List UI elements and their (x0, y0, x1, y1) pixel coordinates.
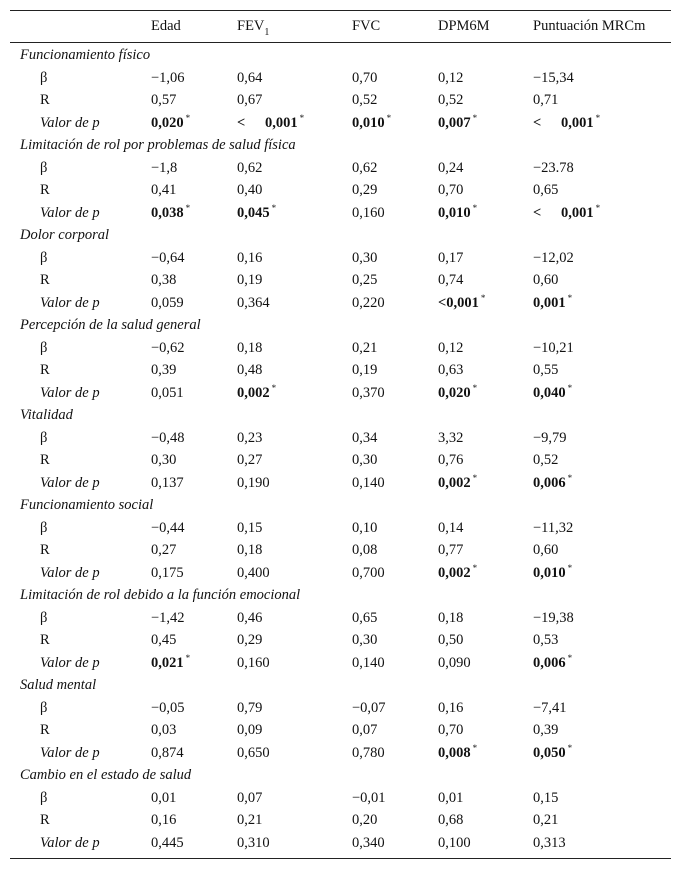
header-fvc: FVC (352, 18, 381, 34)
table-cell: 0,002 * (438, 562, 478, 581)
table-cell: 0,040 * (533, 382, 573, 401)
section-title: Cambio en el estado de salud (20, 767, 192, 783)
table-row (10, 202, 671, 224)
table-cell: 0,700 (352, 564, 385, 581)
table-cell: −0,01 (352, 789, 386, 806)
table-cell: 0,100 (438, 834, 471, 851)
table-cell: 0,008 * (438, 742, 478, 761)
table-cell: −0,07 (352, 699, 386, 716)
table-row (10, 157, 671, 179)
table-cell: 0,002 * (237, 382, 277, 401)
table-cell: 0,57 (151, 92, 177, 108)
table-cell: 0,74 (438, 272, 464, 288)
table-cell: 0,001 * (533, 292, 573, 311)
table-row (10, 832, 671, 854)
table-cell: 0,12 (438, 339, 464, 356)
table-cell: 0,60 (533, 272, 559, 288)
table-cell: 0,045 * (237, 202, 277, 221)
table-cell: 0,52 (352, 92, 378, 108)
table-cell: 0,313 (533, 834, 566, 851)
table-cell: 0,010 * (352, 112, 392, 131)
table-row (10, 742, 671, 764)
section-title: Percepción de la salud general (20, 317, 201, 333)
table-cell: −10,21 (533, 339, 574, 356)
section-title: Salud mental (20, 677, 97, 693)
table-cell: 0,52 (533, 452, 559, 468)
table-cell: −7,41 (533, 699, 567, 716)
row-label: β (40, 69, 48, 86)
table-cell: 0,29 (352, 182, 378, 198)
table-row (10, 427, 671, 449)
table-cell: −0,64 (151, 249, 185, 266)
table-cell: 0,21 (533, 812, 559, 828)
table-cell: 0,79 (237, 699, 263, 716)
table-cell: 0,137 (151, 474, 184, 491)
table-cell: 0,010 * (533, 562, 573, 581)
table-row (10, 517, 671, 539)
table-row (10, 629, 671, 651)
table-cell: −0,62 (151, 339, 185, 356)
table-cell: −1,42 (151, 609, 185, 626)
table-cell: 0,50 (438, 632, 464, 648)
table-cell: 0,29 (237, 632, 263, 648)
table-cell: 0,14 (438, 519, 464, 536)
table-cell: 0,18 (237, 339, 263, 356)
table-cell: 0,23 (237, 429, 263, 446)
row-label: Valor de p (40, 474, 100, 491)
row-label: R (40, 812, 50, 828)
table-row (10, 652, 671, 674)
table-row (10, 449, 671, 471)
table-cell: 0,07 (352, 722, 378, 738)
row-label: Valor de p (40, 204, 100, 221)
row-label: Valor de p (40, 114, 100, 131)
table-cell: 0,140 (352, 654, 385, 671)
table-cell: 0,30 (352, 632, 378, 648)
table-cell: −0,05 (151, 699, 185, 716)
header-fev1: $FEV_1$ (237, 18, 270, 38)
row-label: β (40, 609, 48, 626)
row-label: β (40, 159, 48, 176)
section-header (10, 404, 671, 426)
table-cell: 0,45 (151, 632, 177, 648)
table-row (10, 382, 671, 404)
table-cell: 0,140 (352, 474, 385, 491)
section-header (10, 494, 671, 516)
row-label: β (40, 699, 48, 716)
table-cell: −12,02 (533, 249, 574, 266)
table-cell: 0,46 (237, 609, 263, 626)
section-header (10, 584, 671, 606)
table-cell: 0,020 * (151, 112, 191, 131)
table-cell: 0,12 (438, 69, 464, 86)
table-cell: 0,18 (237, 542, 263, 558)
table-cell: 0,70 (438, 722, 464, 738)
row-label: R (40, 92, 50, 108)
table-cell: 0,03 (151, 722, 177, 738)
table-cell: 0,650 (237, 744, 270, 761)
table-cell: −1,06 (151, 69, 185, 86)
row-label: R (40, 362, 50, 378)
table-row (10, 539, 671, 561)
table-cell: 0,07 (237, 789, 263, 806)
section-title: Funcionamiento físico (20, 47, 151, 63)
table-top-rule (10, 10, 671, 11)
section-title: Limitación de rol debido a la función emocional (20, 587, 301, 603)
table-cell: −0,44 (151, 519, 185, 536)
section-title: Dolor corporal (20, 227, 110, 243)
row-label: Valor de p (40, 834, 100, 851)
table-cell: 0,038 * (151, 202, 191, 221)
table-cell: 0,77 (438, 542, 464, 558)
table-cell: 0,17 (438, 249, 464, 266)
header-edad: Edad (151, 18, 181, 34)
table-row (10, 67, 671, 89)
table-cell: 0,310 (237, 834, 270, 851)
table-row (10, 719, 671, 741)
table-row (10, 269, 671, 291)
table-cell: 0,445 (151, 834, 184, 851)
section-title: Vitalidad (20, 407, 73, 423)
table-cell: <0,001 * (438, 292, 486, 311)
table-cell: 0,21 (237, 812, 263, 828)
table-cell: 0,55 (533, 362, 559, 378)
table-cell: 0,400 (237, 564, 270, 581)
table-cell: 0,874 (151, 744, 184, 761)
table-cell: 0,38 (151, 272, 177, 288)
table-row (10, 292, 671, 314)
table-cell: 0,39 (533, 722, 559, 738)
table-cell: 0,364 (237, 294, 270, 311)
table-cell: 0,021 * (151, 652, 191, 671)
table-cell: 0,006 * (533, 652, 573, 671)
table-cell: 0,18 (438, 609, 464, 626)
table-cell: 0,01 (151, 789, 177, 806)
table-cell: 0,190 (237, 474, 270, 491)
table-cell: −11,32 (533, 519, 574, 536)
table-cell: 0,70 (352, 69, 378, 86)
row-label: R (40, 542, 50, 558)
table-cell: 0,16 (237, 249, 263, 266)
table-cell: 0,30 (151, 452, 177, 468)
table-cell: 0,68 (438, 812, 464, 828)
table-row (10, 179, 671, 201)
table-cell: 0,007 * (438, 112, 478, 131)
table-cell: 0,27 (151, 542, 177, 558)
table-cell: 0,70 (438, 182, 464, 198)
table-cell: 0,30 (352, 249, 378, 266)
table-row (10, 809, 671, 831)
table-cell: 0,090 (438, 654, 471, 671)
row-label: Valor de p (40, 654, 100, 671)
table-cell: −15,34 (533, 69, 574, 86)
section-header (10, 44, 671, 66)
table-row (10, 472, 671, 494)
row-label: Valor de p (40, 564, 100, 581)
table-cell: 0,27 (237, 452, 263, 468)
table-cell: −0,48 (151, 429, 185, 446)
row-label: R (40, 632, 50, 648)
table-cell: 0,16 (438, 699, 464, 716)
table-cell: 0,41 (151, 182, 177, 198)
row-label: Valor de p (40, 294, 100, 311)
table-cell: < 0,001 * (237, 112, 305, 131)
table-cell: 0,71 (533, 92, 559, 108)
row-label: β (40, 339, 48, 356)
table-cell: 0,62 (237, 159, 263, 176)
table-cell: 0,160 (237, 654, 270, 671)
row-label: Valor de p (40, 744, 100, 761)
section-header (10, 314, 671, 336)
table-header-row (10, 15, 671, 37)
row-label: R (40, 452, 50, 468)
table-cell: 0,01 (438, 789, 464, 806)
section-header (10, 224, 671, 246)
section-title: Limitación de rol por problemas de salud física (20, 137, 296, 153)
table-row (10, 607, 671, 629)
table-cell: 0,65 (533, 182, 559, 198)
table-cell: 0,15 (237, 519, 263, 536)
table-cell: 0,63 (438, 362, 464, 378)
table-cell: 0,160 (352, 204, 385, 221)
table-row (10, 697, 671, 719)
table-cell: 0,020 * (438, 382, 478, 401)
section-title: Funcionamiento social (20, 497, 154, 513)
table-cell: 3,32 (438, 429, 464, 446)
table-cell: −1,8 (151, 159, 178, 176)
table-cell: 0,21 (352, 339, 378, 356)
table-cell: 0,340 (352, 834, 385, 851)
table-row (10, 247, 671, 269)
table-cell: 0,60 (533, 542, 559, 558)
table-cell: < 0,001 * (533, 202, 601, 221)
table-cell: 0,050 * (533, 742, 573, 761)
table-cell: 0,34 (352, 429, 378, 446)
table-cell: 0,010 * (438, 202, 478, 221)
table-cell: 0,15 (533, 789, 559, 806)
table-cell: −23.78 (533, 159, 574, 176)
section-header (10, 134, 671, 156)
table-row (10, 112, 671, 134)
table-cell: 0,62 (352, 159, 378, 176)
row-label: β (40, 519, 48, 536)
table-cell: 0,059 (151, 294, 184, 311)
table-cell: 0,370 (352, 384, 385, 401)
table-cell: 0,25 (352, 272, 378, 288)
table-cell: 0,175 (151, 564, 184, 581)
table-cell: 0,76 (438, 452, 464, 468)
table-cell: 0,780 (352, 744, 385, 761)
table-cell: 0,20 (352, 812, 378, 828)
row-label: R (40, 182, 50, 198)
table-row (10, 787, 671, 809)
table-cell: −9,79 (533, 429, 567, 446)
table-cell: 0,19 (237, 272, 263, 288)
section-header (10, 764, 671, 786)
row-label: R (40, 272, 50, 288)
row-label: R (40, 722, 50, 738)
table-cell: 0,220 (352, 294, 385, 311)
table-cell: 0,09 (237, 722, 263, 738)
table-cell: −19,38 (533, 609, 574, 626)
header-mrcm: Puntuación MRCm (533, 18, 646, 34)
table-cell: < 0,001 * (533, 112, 601, 131)
table-cell: 0,40 (237, 182, 263, 198)
table-row (10, 89, 671, 111)
header-bottom-rule (10, 42, 671, 43)
table-cell: 0,52 (438, 92, 464, 108)
table-cell: 0,10 (352, 519, 378, 536)
table-cell: 0,30 (352, 452, 378, 468)
table-cell: 0,48 (237, 362, 263, 378)
table-cell: 0,39 (151, 362, 177, 378)
table-cell: 0,051 (151, 384, 184, 401)
table-cell: 0,006 * (533, 472, 573, 491)
header-dpm6m: DPM6M (438, 18, 490, 34)
table-cell: 0,65 (352, 609, 378, 626)
table-cell: 0,24 (438, 159, 464, 176)
section-header (10, 674, 671, 696)
table-cell: 0,16 (151, 812, 177, 828)
table-row (10, 337, 671, 359)
table-cell: 0,53 (533, 632, 559, 648)
row-label: Valor de p (40, 384, 100, 401)
table-row (10, 562, 671, 584)
table-cell: 0,64 (237, 69, 263, 86)
row-label: β (40, 249, 48, 266)
table-cell: 0,002 * (438, 472, 478, 491)
row-label: β (40, 429, 48, 446)
table-cell: 0,08 (352, 542, 378, 558)
table-bottom-rule (10, 858, 671, 859)
row-label: β (40, 789, 48, 806)
table-row (10, 359, 671, 381)
table-cell: 0,19 (352, 362, 378, 378)
table-cell: 0,67 (237, 92, 263, 108)
